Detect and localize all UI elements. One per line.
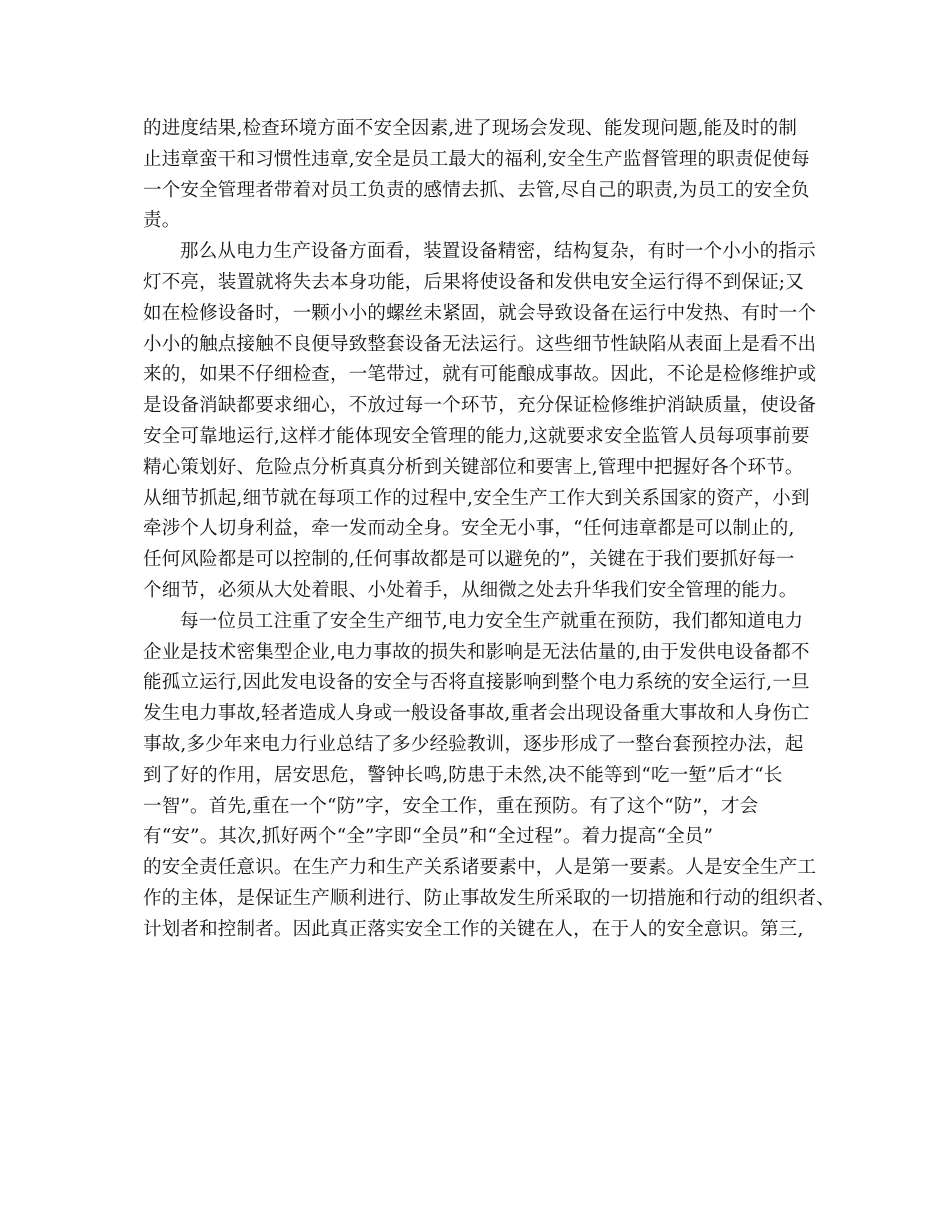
- text-line: 任何风险都是可以控制的,任何事故都是可以避免的”，关键在于我们要抓好每一: [143, 549, 795, 571]
- paragraph-start-line: 那么从电力生产设备方面看，装置设备精密，结构复杂，有时一个小小的指示: [180, 241, 816, 263]
- text-line: 有“安”。其次,抓好两个“全”字即“全员”和“全过程”。着力提高“全员”: [143, 826, 714, 848]
- text-line: 的安全责任意识。在生产力和生产关系诸要素中，人是第一要素。人是安全生产工: [143, 857, 817, 879]
- text-line: 企业是技术密集型企业,电力事故的损失和影响是无法估量的,由于发供电设备都不: [143, 641, 810, 663]
- text-line: 作的主体，是保证生产顺利进行、防止事故发生所采取的一切措施和行动的组织者、: [143, 887, 835, 909]
- text-line: 精心策划好、危险点分析真真分析到关键部位和要害上,管理中把握好各个环节。: [143, 456, 804, 478]
- text-line: 一智”。首先,重在一个“防”字，安全工作，重在预防。有了这个“防”，才会: [143, 795, 759, 817]
- text-line: 发生电力事故,轻者造成人身或一般设备事故,重者会出现设备重大事故和人身伤亡: [143, 703, 810, 725]
- text-line: 计划者和控制者。因此真正落实安全工作的关键在人，在于人的安全意识。第三,: [143, 918, 804, 940]
- text-line: 如在检修设备时，一颗小小的螺丝未紧固，就会导致设备在运行中发热、有时一个: [143, 302, 817, 324]
- text-line: 是设备消缺都要求细心，不放过每一个环节，充分保证检修维护消缺质量，使设备: [143, 395, 817, 417]
- text-line: 小小的触点接触不良便导致整套设备无法运行。这些细节性缺陷从表面上是看不出: [143, 333, 817, 355]
- paragraph-start-line: 每一位员工注重了安全生产细节,电力安全生产就重在预防，我们都知道电力: [180, 610, 804, 632]
- text-line: 止违章蛮干和习惯性违章,安全是员工最大的福利,安全生产监督管理的职责促使每: [143, 148, 810, 170]
- text-line: 灯不亮，装置就将失去本身功能，后果将使设备和发供电安全运行得不到保证;又: [143, 271, 804, 293]
- text-line: 责。: [143, 210, 181, 232]
- text-line: 一个安全管理者带着对员工负责的感情去抓、去管,尽自己的职责,为员工的安全负: [143, 179, 810, 201]
- text-line: 个细节，必须从大处着眼、小处着手，从细微之处去升华我们安全管理的能力。: [143, 579, 798, 601]
- text-line: 安全可靠地运行,这样才能体现安全管理的能力,这就要求安全监管人员每项事前要: [143, 425, 810, 447]
- body-text: [143, 114, 835, 946]
- text-line: 事故,多少年来电力行业总结了多少经验教训，逐步形成了一整台套预控办法，起: [143, 733, 804, 755]
- text-line: 从细节抓起,细节就在每项工作的过程中,安全生产工作大到关系国家的资产，小到: [143, 487, 810, 509]
- text-line: 能孤立运行,因此发电设备的安全与否将直接影响到整个电力系统的安全运行,一旦: [143, 672, 810, 694]
- text-line: 的进度结果,检查环境方面不安全因素,进了现场会发现、能发现问题,能及时的制: [143, 118, 798, 139]
- text-line: 牵涉个人切身利益，牵一发而动全身。安全无小事，“任何违章都是可以制止的,: [143, 518, 795, 540]
- text-line: 到了好的作用，居安思危，警钟长鸣,防患于未然,决不能等到“吃一堑”后才“长: [143, 764, 783, 786]
- text-line: 来的，如果不仔细检查，一笔带过，就有可能酿成事故。因此，不论是检修维护或: [143, 364, 817, 386]
